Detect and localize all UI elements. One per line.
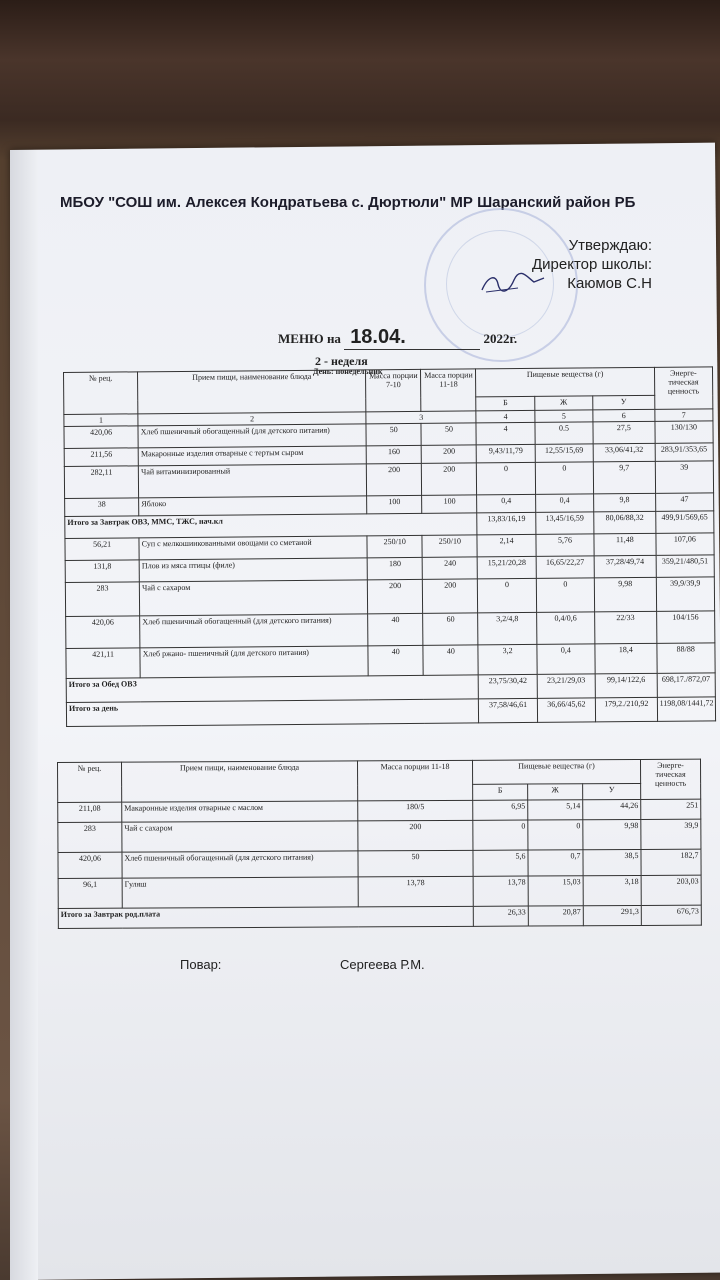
school-name: МБОУ "СОШ им. Алексея Кондратьева с. Дюртюли" МР Шаранский район РБ <box>60 194 636 211</box>
cell-u: 179,2./210,92 <box>595 697 657 722</box>
cell-u: 80,06/88,32 <box>594 511 656 534</box>
cell-zh: 0,4 <box>537 644 596 675</box>
cell-energy: 39,9/39,9 <box>656 577 715 612</box>
cell-b: 3,2 <box>478 644 537 675</box>
cell-u: 38,5 <box>583 849 641 875</box>
week-label: 2 - неделя <box>315 354 368 368</box>
cell-u: 33,06/41,32 <box>593 443 655 462</box>
col-number: 4 <box>476 410 534 423</box>
cell-u: 22/33 <box>595 611 657 644</box>
col-number: 2 <box>138 412 366 426</box>
cell-rec: 38 <box>65 498 139 517</box>
cell-rec: 421,11 <box>66 648 140 679</box>
cell-energy: 283,91/353,65 <box>655 443 714 462</box>
cell-rec: 211,08 <box>58 802 122 822</box>
cell-b: 0 <box>478 578 537 613</box>
cell-energy: 130/130 <box>655 421 714 444</box>
cell-mass: 200 <box>421 445 476 463</box>
cell-mass: 13,78 <box>358 876 473 907</box>
cell-zh: 12,55/15,69 <box>535 444 593 463</box>
header-meal: Прием пищи, наименование блюда <box>122 761 358 802</box>
cell-u: 9,8 <box>594 493 656 512</box>
cell-rec: 420,06 <box>66 616 140 649</box>
cell-b: 15,21/20,28 <box>478 556 537 579</box>
cell-name: Хлеб пшеничный обогащенный (для детского питания) <box>140 614 368 648</box>
header-energy: Энерге-тическая ценность <box>641 759 701 799</box>
header-mass-7-10: Масса порции 7-10 <box>366 369 422 411</box>
cell-u: 3,18 <box>583 875 641 905</box>
approval-title: Утверждаю: <box>568 237 652 254</box>
cook-label: Повар: <box>180 957 222 972</box>
cell-rec: 420,06 <box>64 426 138 449</box>
cell-b: 13,78 <box>473 876 528 906</box>
cell-u: 291,3 <box>583 905 641 925</box>
cell-energy: 203,03 <box>641 875 701 905</box>
header-zh: Ж <box>535 396 593 411</box>
cell-b: 0 <box>473 820 528 850</box>
cell-b: 37,58/46,61 <box>479 698 538 723</box>
cell-zh: 36,66/45,62 <box>537 698 596 723</box>
cell-u: 44,26 <box>583 799 641 819</box>
cell-mass: 240 <box>422 557 477 579</box>
cell-energy: 182,7 <box>641 849 701 875</box>
cell-name: Макаронные изделия отварные с маслом <box>122 801 358 822</box>
cell-b: 26,33 <box>473 906 528 926</box>
cell-mass: 200 <box>358 820 473 851</box>
total-row-day <box>66 697 715 727</box>
cell-energy: 107,06 <box>656 533 715 556</box>
header-u: У <box>583 783 641 799</box>
cell-mass: 200 <box>368 579 423 613</box>
cell-name: Чай витаминизированный <box>139 464 367 498</box>
cell-rec: 131,8 <box>65 560 139 583</box>
cell-zh: 13,45/16,59 <box>536 512 595 535</box>
cell-rec: 420,06 <box>58 852 122 878</box>
cell-b: 0 <box>477 462 536 495</box>
cell-energy: 88/88 <box>657 643 716 674</box>
approval-name: Каюмов С.Н <box>567 275 652 292</box>
cell-rec: 283 <box>58 822 122 852</box>
header-meal: Прием пищи, наименование блюда <box>138 370 366 414</box>
cell-zh: 20,87 <box>528 906 583 926</box>
menu-title <box>278 326 517 350</box>
cell-mass: 180 <box>367 557 422 579</box>
cell-mass: 100 <box>422 495 477 513</box>
cell-mass: 100 <box>367 495 422 513</box>
total-label: Итого за Завтрак ОВЗ, ММС, ТЖС, нач.кл <box>65 513 478 539</box>
cell-name: Чай с сахаром <box>122 821 358 852</box>
cell-energy: 104/156 <box>656 611 715 644</box>
cell-b: 13,83/16,19 <box>477 512 536 535</box>
header-mass: Масса порции 11-18 <box>357 760 472 801</box>
total-label: Итого за Завтрак род.плата <box>58 906 473 928</box>
cell-name: Гуляш <box>122 877 358 908</box>
cell-name: Хлеб пшеничный обогащенный (для детского питания) <box>138 424 366 448</box>
cell-mass: 200 <box>423 579 478 613</box>
total-label: Итого за день <box>66 699 479 727</box>
menu-date: 18.04. <box>344 326 480 350</box>
cell-energy: 1198,08/1441,72 <box>657 697 716 722</box>
cell-zh: 0,4 <box>535 494 593 513</box>
cook-name: Сергеева Р.М. <box>340 957 425 972</box>
cell-b: 6,95 <box>473 800 528 820</box>
menu-year: 2022г. <box>483 331 518 346</box>
col-number: 3 <box>366 411 476 424</box>
cell-energy: 499,91/569,65 <box>655 511 714 534</box>
table-row <box>58 849 701 878</box>
cell-zh: 0,7 <box>528 850 583 876</box>
cell-u: 99,14/122,6 <box>595 673 657 698</box>
cell-u: 9,7 <box>593 461 655 494</box>
cell-rec: 96,1 <box>58 878 122 908</box>
header-energy: Энерге-тическая ценность <box>654 367 713 410</box>
header-b: Б <box>476 396 534 411</box>
table-row <box>58 875 701 908</box>
cell-b: 9,43/11,79 <box>477 444 535 463</box>
cell-u: 27,5 <box>593 421 655 444</box>
cell-energy: 251 <box>641 799 701 819</box>
table-row <box>65 577 714 617</box>
cell-name: Хлеб ржано- пшеничный (для детского питания) <box>140 646 368 678</box>
cell-b: 5,6 <box>473 850 528 876</box>
cell-zh: 5,76 <box>536 534 595 557</box>
cell-name: Яблоко <box>139 496 367 516</box>
cell-mass: 40 <box>368 613 423 645</box>
cell-name: Хлеб пшеничный обогащенный (для детского питания) <box>122 851 358 878</box>
cell-zh: 0,4/0,6 <box>536 612 595 645</box>
cell-u: 9,98 <box>583 819 641 849</box>
header-nutrients: Пищевые вещества (г) <box>472 759 640 784</box>
menu-label: МЕНЮ на <box>278 331 341 346</box>
cell-mass: 50 <box>421 423 476 445</box>
cell-name: Плов из мяса птицы (филе) <box>139 558 367 582</box>
cell-energy: 47 <box>655 493 714 512</box>
cell-zh: 16,65/22,27 <box>536 556 595 579</box>
cell-zh: 0 <box>536 578 595 613</box>
cell-energy: 676,73 <box>641 905 701 925</box>
approval-role: Директор школы: <box>532 256 652 273</box>
cell-mass: 250/10 <box>422 535 477 557</box>
menu-table-main <box>63 366 716 727</box>
col-number: 7 <box>654 409 712 422</box>
cell-energy: 359,21/480,51 <box>656 555 715 578</box>
total-row-paid-breakfast <box>58 905 701 928</box>
cell-energy: 698,17./872,07 <box>657 673 716 698</box>
header-zh: Ж <box>528 784 583 800</box>
cell-rec: 283 <box>65 582 140 617</box>
cell-mass: 200 <box>422 463 477 495</box>
header-nutrients: Пищевые вещества (г) <box>476 367 654 397</box>
col-number: 6 <box>593 409 655 422</box>
cell-b: 0,4 <box>477 494 535 513</box>
cell-zh: 23,21/29,03 <box>537 674 596 699</box>
cell-mass: 50 <box>366 423 421 445</box>
cell-name: Макаронные изделия отварные с тертым сыром <box>138 446 366 466</box>
cell-mass: 200 <box>367 463 422 495</box>
header-b: Б <box>473 784 528 800</box>
cell-rec: 211,56 <box>64 448 138 467</box>
cell-energy: 39 <box>655 461 714 494</box>
cell-mass: 180/5 <box>358 800 473 821</box>
cell-zh: 0.5 <box>535 422 594 445</box>
cell-u: 18,4 <box>595 643 657 674</box>
cell-u: 9,98 <box>594 577 656 612</box>
cell-mass: 40 <box>368 645 423 675</box>
cell-u: 11,48 <box>594 533 656 556</box>
cell-rec: 282,11 <box>64 466 138 499</box>
menu-table-paid <box>57 759 702 929</box>
cell-zh: 15,03 <box>528 876 583 906</box>
cell-b: 23,75/30,42 <box>479 674 538 699</box>
cell-name: Суп с мелкошинкованными овощами со сметаной <box>139 536 367 560</box>
col-number: 5 <box>535 410 593 423</box>
cell-u: 37,28/49,74 <box>594 555 656 578</box>
header-u: У <box>593 395 655 410</box>
table-row <box>58 819 701 852</box>
cell-mass: 60 <box>423 613 478 645</box>
total-label: Итого за Обед ОВЗ <box>66 675 479 703</box>
cell-b: 4 <box>476 422 535 445</box>
cell-mass: 250/10 <box>367 535 422 557</box>
approval-block <box>470 236 652 293</box>
cell-mass: 160 <box>366 445 421 463</box>
cell-zh: 5,14 <box>528 800 583 820</box>
cell-zh: 0 <box>535 462 594 495</box>
col-number: 1 <box>64 414 138 427</box>
cell-mass: 40 <box>423 645 478 675</box>
cell-energy: 39,9 <box>641 819 701 849</box>
cell-mass: 50 <box>358 850 473 877</box>
header-rec: № рец. <box>58 762 122 802</box>
cell-b: 3,2/4,8 <box>478 612 537 645</box>
cell-name: Чай с сахаром <box>140 580 368 616</box>
header-rec: № рец. <box>64 372 139 415</box>
cell-b: 2,14 <box>477 534 536 557</box>
header-mass-11-18: Масса порции 11-18 <box>421 369 477 411</box>
cell-zh: 0 <box>528 820 583 850</box>
paper-binding-edge <box>10 150 38 1280</box>
day-label: День: понедельник <box>313 367 383 376</box>
cell-rec: 56,21 <box>65 538 139 561</box>
